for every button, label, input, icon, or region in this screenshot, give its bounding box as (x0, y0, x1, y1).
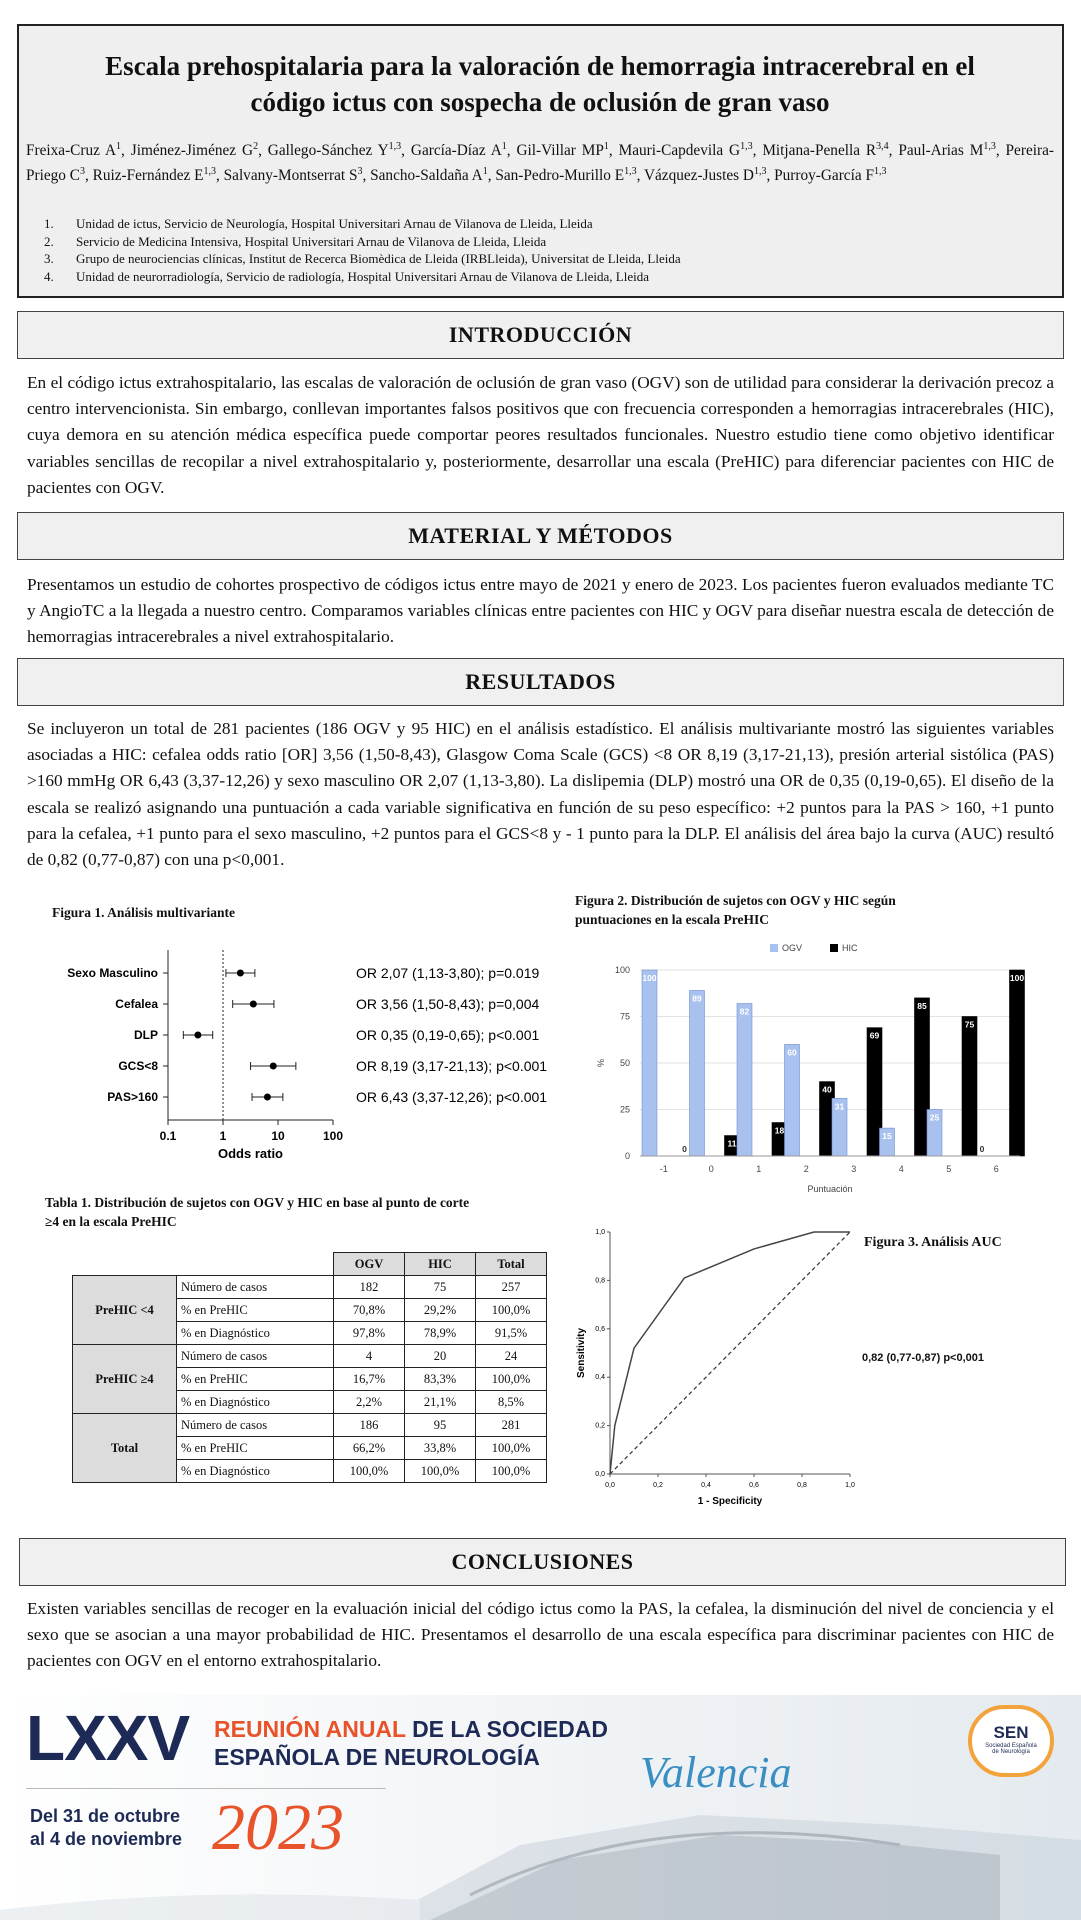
bar-ogv (690, 990, 705, 1156)
bar-value-label: 11 (727, 1138, 737, 1149)
table-cell: 4 (334, 1345, 405, 1368)
bar-y-tick-label: 100 (614, 965, 630, 975)
author-affiliation-sup: 1,3 (753, 166, 767, 178)
bar-value-label: 0 (979, 1144, 985, 1154)
banner-city: Valencia (640, 1748, 792, 1797)
forest-x-tick-label: 100 (322, 1129, 344, 1143)
roc-y-tick-label: 0,8 (595, 1277, 605, 1285)
affiliation-number: 4. (44, 268, 54, 284)
bar-value-label: 40 (822, 1084, 832, 1095)
roc-diagonal (610, 1232, 850, 1474)
forest-row-label: Sexo Masculino (67, 966, 158, 980)
table-cell: 91,5% (476, 1322, 547, 1345)
fig2-caption: Figura 2. Distribución de sujetos con OGV y HIC según puntuaciones en la escala PreHIC (575, 893, 896, 927)
forest-row-stat: OR 6,43 (3,37-12,26); p<0.001 (356, 1089, 548, 1105)
author-affiliation-sup: 1,3 (983, 141, 996, 152)
banner-divider (26, 1788, 386, 1789)
bar-value-label: 100 (642, 973, 657, 983)
table-cell: 2,2% (334, 1391, 405, 1414)
roc-y-tick-label: 0,2 (595, 1422, 605, 1430)
table-cell: 16,7% (334, 1368, 405, 1391)
legend-swatch-ogv (770, 944, 778, 952)
results-heading: RESULTADOS (17, 658, 1064, 706)
table-row-label: % en PreHIC (177, 1299, 334, 1322)
table-row-label: % en Diagnóstico (177, 1460, 334, 1483)
author-affiliation-sup: 1,3 (203, 166, 216, 178)
table1 (72, 1252, 547, 1483)
table-column-header: HIC (405, 1253, 476, 1276)
table-cell: 8,5% (476, 1391, 547, 1414)
bar-value-label: 89 (692, 993, 702, 1004)
author-affiliation-sup: 1 (603, 141, 609, 152)
bar-x-tick-label: 0 (708, 1164, 714, 1174)
table-cell: 100,0% (334, 1460, 405, 1483)
table-cell: 83,3% (405, 1368, 476, 1391)
table-cell: 100,0% (476, 1460, 547, 1483)
methods-heading: MATERIAL Y MÉTODOS (17, 512, 1064, 560)
bar-value-label: 25 (929, 1112, 940, 1123)
author-name: Gil-Villar $MP^1$ (516, 141, 609, 160)
author-name: García-Díaz $A^1$ (410, 141, 507, 160)
bar-y-tick-label: 75 (619, 1011, 630, 1022)
bar-x-tick-label: 5 (946, 1164, 952, 1174)
fig3-caption: Figura 3. Análisis AUC (864, 1235, 1002, 1250)
affiliation-item (44, 268, 681, 286)
title-line-1: Escala prehospitalaria para la valoración de hemorragia intracerebral en el (105, 51, 975, 81)
author-affiliation-sup: 1,3 (388, 141, 402, 152)
table-row (73, 1414, 547, 1437)
bar-value-label: 82 (739, 1006, 750, 1017)
author-affiliation-sup: 1,3 (873, 166, 887, 178)
bar-chart (590, 940, 1030, 1200)
table-cell: 66,2% (334, 1437, 405, 1460)
author-name: Gallego-Sánchez Y$^{1,3}$ (267, 141, 402, 160)
author-affiliation-sup: 1,3 (624, 166, 637, 178)
table-cell: 95 (405, 1414, 476, 1437)
roc-y-tick-label: 0,6 (595, 1325, 605, 1333)
table-row-label: % en Diagnóstico (177, 1391, 334, 1414)
table-row-label: Número de casos (177, 1276, 334, 1299)
author-name: Freixa-Cruz $A^1$ (26, 141, 122, 160)
table-row (73, 1345, 547, 1368)
conclusions-heading: CONCLUSIONES (19, 1538, 1066, 1586)
table-column-header: Total (476, 1253, 547, 1276)
table-cell: 100,0% (476, 1299, 547, 1322)
author-name: Mitjana-Penella R$^{3,4}$ (762, 141, 889, 160)
banner-numeral: LXXV (26, 1702, 190, 1774)
table-cell: 182 (334, 1276, 405, 1299)
bar-hic (1010, 970, 1025, 1156)
affiliation-text: Unidad de ictus, Servicio de Neurología, Hospital Universitari Arnau de Vilanova de Lleida, Lleida (76, 216, 593, 231)
banner-dates: Del 31 de octubre al 4 de noviembre (30, 1806, 183, 1849)
author-name: Pereira-Priego $C^3$ (26, 142, 1054, 185)
roc-x-tick-label: 0,6 (749, 1482, 759, 1489)
forest-row-label: Cefalea (115, 997, 158, 1011)
bar-value-label: 85 (917, 1000, 927, 1011)
table-group-label: PreHIC ≥4 (73, 1345, 177, 1414)
results-text: Se incluyeron un total de 281 pacientes (186 OGV y 95 HIC) en el análisis estadístico. El análisis multivariante mostró las siguientes variables asociadas a HIC: cefalea odds ratio [OR] 3,56 (1,50-8,43), Glasgow Coma Scale (GCS) <8 OR 8,19 (3,17-21,13), presión arterial sistólica (PAS) >160 mmHg OR 6,43 (3,37-12,26) y sexo masculino OR 2,07 (1,13-3,80). La dislipemia (DLP) mostró una OR de 0,35 (0,19-0,65). El diseño de la escala se realizó asignando una puntuación a cada variable significativa en función de su peso específico: +2 puntos para la PAS > 160, +1 punto para la cefalea, +1 punto para el sexo masculino, +2 puntos para el GCS<8 y - 1 punto para la DLP. El análisis del área bajo la curva (AUC) resultó de 0,82 (0,77-0,87) con una p<0,001. (27, 719, 1054, 870)
table-cell: 100,0% (476, 1368, 547, 1391)
title-line-2: código ictus con sospecha de oclusión de gran vaso (250, 87, 830, 117)
roc-x-tick-label: 0,2 (653, 1482, 663, 1489)
author-name: Salvany-Montserrat $S^3$ (223, 166, 363, 185)
legend-swatch-hic (830, 944, 838, 952)
forest-point (270, 1063, 277, 1070)
table-cell: 20 (405, 1345, 476, 1368)
author-affiliation-sup: 3 (357, 166, 363, 178)
fig3-annotation: 0,82 (0,77-0,87) p<0,001 (862, 1352, 984, 1364)
author-name: Mauri-Capdevila G$^{1,3}$ (618, 141, 753, 160)
forest-point (237, 970, 244, 977)
poster-title (30, 48, 1050, 120)
forest-row-label: PAS>160 (107, 1090, 158, 1104)
bar-value-label: 60 (787, 1047, 797, 1058)
roc-x-tick-label: 0,4 (701, 1482, 711, 1489)
author-affiliation-sup: 1 (482, 166, 488, 178)
bar-value-label: 31 (834, 1101, 845, 1112)
roc-x-label: 1 - Specificity (697, 1496, 763, 1507)
author-name: Sancho-Saldaña $A^1$ (370, 166, 488, 185)
affiliation-item (44, 215, 681, 233)
bar-y-tick-label: 0 (624, 1151, 630, 1161)
author-name: Vázquez-Justes D$^{1,3}$ (643, 166, 767, 185)
roc-x-tick-label: 0,0 (605, 1482, 615, 1489)
forest-row-label: GCS<8 (118, 1059, 158, 1073)
forest-point (194, 1032, 201, 1039)
affiliation-number: 3. (44, 251, 54, 267)
table-row-label: % en PreHIC (177, 1437, 334, 1460)
fig1-caption: Figura 1. Análisis multivariante (52, 905, 236, 920)
bar-x-tick-label: 6 (993, 1164, 999, 1174)
bar-x-tick-label: 4 (898, 1164, 904, 1174)
bar-value-label: 0 (682, 1144, 687, 1154)
forest-x-tick-label: 0.1 (159, 1129, 177, 1143)
author-affiliation-sup: 1 (116, 141, 122, 152)
intro-text: En el código ictus extrahospitalario, las escalas de valoración de oclusión de gran vaso (OGV) son de utilidad para considerar la derivación precoz a centro intervencionista. Sin embargo, conllevan importantes falsos positivos que con frecuencia corresponden a hemorragias intracerebrales (HIC), cuya demora en su atención médica específica puede comportar peores resultados funcionales. Nuestro estudio tiene como objetivo identificar variables sencillas de recopilar a nivel extrahospitalario y, posteriormente, desarrollar una escala (PreHIC) para diferenciar pacientes con HIC de pacientes con OGV. (27, 373, 1054, 497)
affiliation-text: Servicio de Medicina Intensiva, Hospital Universitari Arnau de Vilanova de Lleida, Lleida (76, 233, 547, 249)
bar-value-label: 15 (882, 1131, 892, 1142)
forest-point (264, 1094, 271, 1101)
roc-y-label: Sensitivity (576, 1327, 587, 1379)
sen-logo: SEN Sociedad Española de Neurología (968, 1705, 1054, 1777)
roc-y-tick-label: 1,0 (595, 1229, 605, 1236)
author-affiliation-sup: 3 (79, 166, 85, 178)
table-cell: 281 (476, 1414, 547, 1437)
table-group-label: Total (73, 1414, 177, 1483)
banner-year: 2023 (212, 1791, 344, 1864)
table-cell: 100,0% (476, 1437, 547, 1460)
affiliation-item (44, 233, 681, 251)
intro-heading: INTRODUCCIÓN (17, 311, 1064, 359)
forest-row-stat: OR 0,35 (0,19-0,65); p<0.001 (356, 1027, 540, 1043)
table-cell: 70,8% (334, 1299, 405, 1322)
author-affiliation-sup: 2 (253, 141, 259, 152)
bar-value-label: 69 (869, 1030, 880, 1041)
author-affiliation-sup: 1,3 (740, 141, 753, 152)
table-cell: 21,1% (405, 1391, 476, 1414)
table-cell: 24 (476, 1345, 547, 1368)
bar-value-label: 18 (774, 1125, 785, 1136)
bar-ogv (642, 970, 657, 1156)
forest-x-tick-label: 10 (271, 1129, 285, 1143)
forest-x-label: Odds ratio (217, 1146, 284, 1161)
author-name: Ruiz-Fernández E$^{1,3}$ (92, 166, 216, 185)
table-cell: 257 (476, 1276, 547, 1299)
author-name: Jiménez-Jiménez $G^2$ (130, 141, 259, 160)
banner-title: REUNIÓN ANUAL DE LA SOCIEDAD ESPAÑOLA DE NEUROLOGÍA (214, 1716, 609, 1770)
forest-point (250, 1001, 257, 1008)
table1-caption: Tabla 1. Distribución de sujetos con OGV y HIC en base al punto de corte ≥4 en la escala PreHIC (45, 1195, 470, 1229)
forest-row-stat: OR 8,19 (3,17-21,13); p<0.001 (356, 1058, 548, 1074)
bar-x-label: Puntuación (807, 1184, 853, 1194)
table-column-header: OGV (334, 1253, 405, 1276)
table-cell: 97,8% (334, 1322, 405, 1345)
bar-ogv (737, 1003, 752, 1156)
roc-y-tick-label: 0,0 (595, 1471, 605, 1478)
bar-ogv (785, 1044, 800, 1156)
bar-x-tick-label: 3 (851, 1164, 857, 1174)
forest-row-label: DLP (134, 1028, 158, 1042)
conclusions-text: Existen variables sencillas de recoger en la evaluación inicial del código ictus como la PAS, la cefalea, la disminución del nivel de conciencia y el sexo que se asocian a una mayor probabilidad de HIC. Presentamos el desarrollo de una escala específica para discriminar pacientes con HIC de pacientes con OGV en el entorno extrahospitalario. (27, 1599, 1054, 1671)
forest-row-stat: OR 2,07 (1,13-3,80); p=0.019 (356, 965, 540, 981)
bar-hic (962, 1017, 977, 1157)
table-cell: 29,2% (405, 1299, 476, 1322)
forest-x-tick-label: 1 (219, 1129, 227, 1143)
forest-plot (30, 930, 550, 1170)
table-cell: 78,9% (405, 1322, 476, 1345)
table-row-label: % en PreHIC (177, 1368, 334, 1391)
table-group-label: PreHIC <4 (73, 1276, 177, 1345)
bar-value-label: 75 (964, 1019, 975, 1030)
bar-x-tick-label: 1 (756, 1164, 762, 1174)
bar-y-tick-label: 50 (619, 1058, 630, 1068)
author-list: Freixa-Cruz $A^1$, Jiménez-Jiménez $G^2$, Gallego-Sánchez Y$^{1,3}$, García-Díaz $A^1$, Gil-Villar $MP^1$, Mauri-Capdevila G$^{1,3}$, Mitjana-Penella R$^{3,4}$, Paul-Arias M$^{1,3}$, Pereira-Priego $C^3$, Ruiz-Fernández E$^{1,3}$, Salvany-Montserrat $S^3$, Sancho-Saldaña $A^1$, San-Pedro-Murillo E$^{1,3}$, Vázquez-Justes D$^{1,3}$, Purroy-García F$^{1,3}$ (26, 141, 1054, 185)
roc-y-tick-label: 0,4 (595, 1374, 605, 1382)
affiliation-item (44, 250, 681, 268)
author-affiliation-sup: 3,4 (876, 141, 889, 152)
roc-x-tick-label: 1,0 (845, 1482, 855, 1489)
roc-chart (570, 1222, 880, 1522)
roc-x-tick-label: 0,8 (797, 1482, 807, 1489)
author-affiliation-sup: 1 (501, 141, 507, 152)
affiliation-text: Grupo de neurociencias clínicas, Institut de Recerca Biomèdica de Lleida (IRBLleida), Universitat de Lleida, Lleida (76, 251, 681, 267)
affiliation-number: 2. (44, 233, 54, 249)
table-row (73, 1276, 547, 1299)
bar-y-tick-label: 25 (619, 1104, 630, 1115)
table-cell: 75 (405, 1276, 476, 1299)
bar-value-label: 100 (1009, 973, 1025, 983)
table-cell: 100,0% (405, 1460, 476, 1483)
affiliation-number: 1. (44, 216, 54, 231)
congress-banner (0, 1695, 1081, 1920)
table-row-label: Número de casos (177, 1414, 334, 1437)
methods-text: Presentamos un estudio de cohortes prospectivo de códigos ictus entre mayo de 2021 y enero de 2023. Los pacientes fueron evaluados mediante TC y AngioTC a la llegada a nuestro centro. Comparamos variables clínicas entre pacientes con HIC y OGV para diseñar nuestra escala de detección de hemorragias intracerebrales a nivel extrahospitalario. (27, 575, 1054, 647)
bar-y-label: % (596, 1058, 606, 1068)
author-name: San-Pedro-Murillo E$^{1,3}$ (495, 166, 637, 185)
bar-x-tick-label: -1 (659, 1164, 668, 1174)
table-row-label: Número de casos (177, 1345, 334, 1368)
author-name: Paul-Arias M$^{1,3}$ (898, 141, 996, 160)
table-cell: 33,8% (405, 1437, 476, 1460)
legend-label: OGV (782, 943, 803, 953)
author-name: Purroy-García F$^{1,3}$ (774, 166, 887, 185)
affiliation-list (44, 215, 681, 285)
affiliation-text: Unidad de neurorradiología, Servicio de radiología, Hospital Universitari Arnau de Vilanova de Lleida, Lleida (76, 268, 649, 284)
bar-x-tick-label: 2 (803, 1164, 809, 1174)
forest-row-stat: OR 3,56 (1,50-8,43); p=0,004 (356, 996, 540, 1012)
table-row-label: % en Diagnóstico (177, 1322, 334, 1345)
table-cell: 186 (334, 1414, 405, 1437)
table-header-row (73, 1253, 547, 1276)
legend-label: HIC (842, 943, 858, 953)
